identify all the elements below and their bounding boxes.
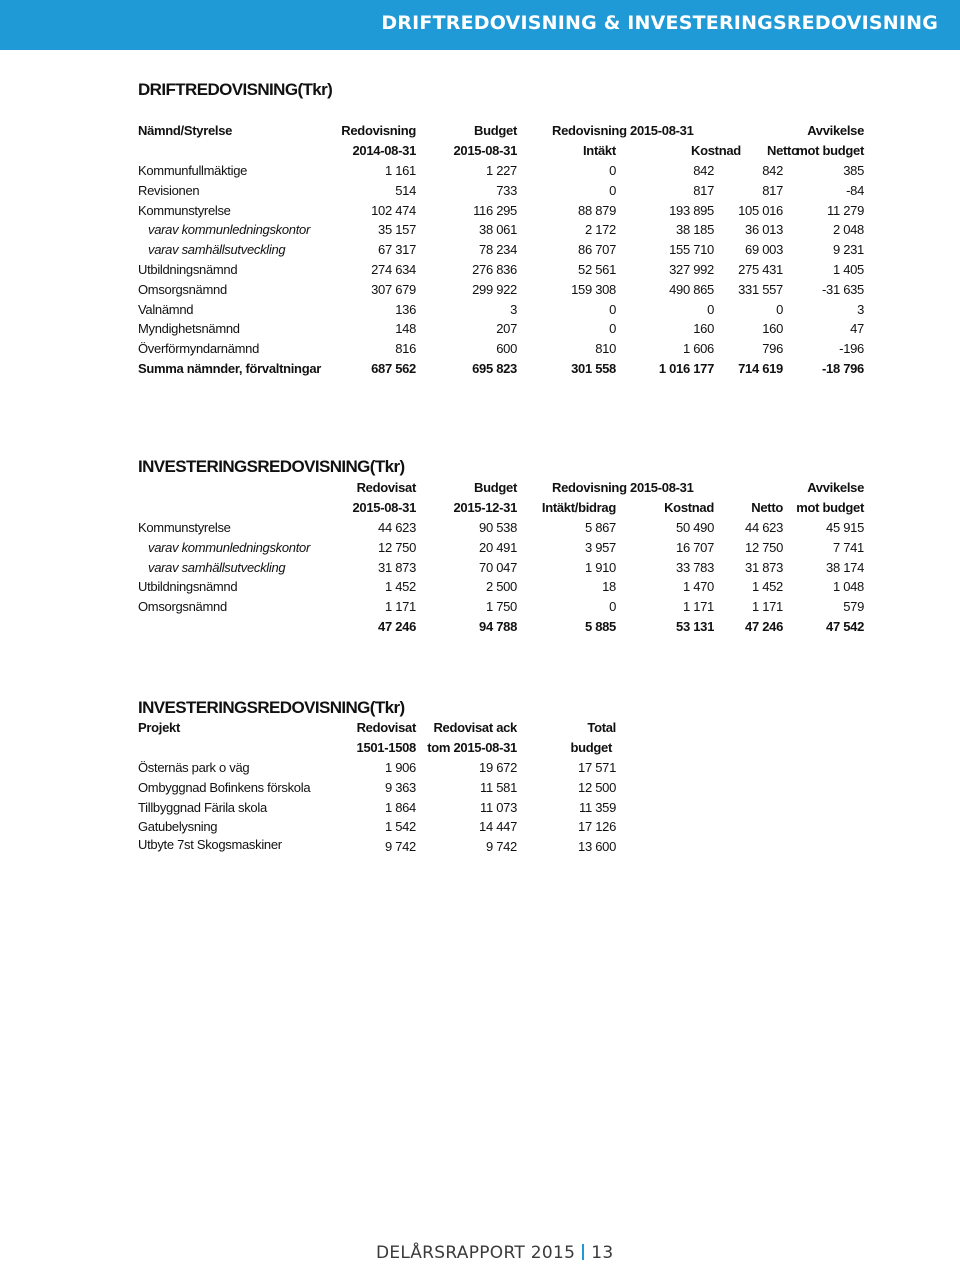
table-cell: 12 500 xyxy=(578,779,616,795)
row-label: Kommunstyrelse xyxy=(138,202,231,218)
table-cell: 0 xyxy=(707,301,714,317)
row-label: Tillbyggnad Färila skola xyxy=(138,799,267,815)
table-cell: 0 xyxy=(609,182,616,198)
row-label: Myndighetsnämnd xyxy=(138,321,240,337)
table-cell: 69 003 xyxy=(745,242,783,258)
table-cell: 0 xyxy=(609,163,616,178)
table-cell: 816 xyxy=(395,341,416,357)
invest2-title: INVESTERINGSREDOVISNING(Tkr) xyxy=(138,698,405,717)
table-cell: 1 016 177 xyxy=(658,361,714,376)
table-cell: 53 131 xyxy=(676,619,714,634)
table-cell: 38 185 xyxy=(676,222,714,238)
table-cell: -31 635 xyxy=(822,281,864,297)
row-label: varav samhällsutveckling xyxy=(148,242,286,258)
column-header: Redovisning 2015-08-31 xyxy=(552,123,694,138)
header-title: DRIFTREDOVISNING & INVESTERINGSREDOVISNING xyxy=(381,12,938,34)
table-cell: 12 750 xyxy=(745,539,783,555)
footer xyxy=(376,1243,613,1263)
table-cell: 385 xyxy=(843,163,864,178)
row-label: Kommunfullmäktige xyxy=(138,163,248,178)
table-cell: 193 895 xyxy=(669,202,714,218)
row-label: Kommunstyrelse xyxy=(138,520,231,535)
table-cell: 38 061 xyxy=(479,222,517,238)
column-header: 2015-08-31 xyxy=(352,500,416,515)
table-cell: 299 922 xyxy=(472,281,517,297)
table-cell: 38 174 xyxy=(826,559,864,575)
table-cell: 47 542 xyxy=(826,619,864,634)
table-cell: 86 707 xyxy=(578,242,616,258)
column-header: Budget xyxy=(474,480,517,495)
row-label: varav samhällsutveckling xyxy=(148,559,286,575)
column-header: tom 2015-08-31 xyxy=(427,740,517,755)
table-cell: 2 172 xyxy=(584,222,616,238)
table-cell: 276 836 xyxy=(472,262,517,277)
column-header: Redovisning 2015-08-31 xyxy=(552,480,694,495)
table-cell: 52 561 xyxy=(578,262,616,277)
table-cell: 148 xyxy=(395,321,416,337)
column-header: mot budget xyxy=(796,143,864,158)
table-cell: 1 542 xyxy=(384,819,416,835)
table-cell: 0 xyxy=(609,301,616,317)
column-header: 1501-1508 xyxy=(356,740,416,755)
table-cell: 17 126 xyxy=(578,819,616,835)
row-label: Gatubelysning xyxy=(138,819,218,835)
row-label: varav kommunledningskontor xyxy=(148,539,311,555)
row-label: Utbildningsnämnd xyxy=(138,579,238,595)
table-cell: 45 915 xyxy=(826,520,864,535)
column-header: Intäkt/bidrag xyxy=(541,500,616,515)
column-header: Total xyxy=(587,720,616,735)
page-number: 13 xyxy=(591,1243,614,1263)
table-cell: 36 013 xyxy=(745,222,783,238)
table-cell: 33 783 xyxy=(676,559,714,575)
header-banner xyxy=(0,0,960,50)
table-cell: 687 562 xyxy=(371,361,416,376)
row-label: Revisionen xyxy=(138,182,200,198)
table-cell: 50 490 xyxy=(676,520,714,535)
table-cell: 817 xyxy=(762,182,783,198)
table-cell: 600 xyxy=(496,341,517,357)
table-cell: -84 xyxy=(846,182,864,198)
drift-title: DRIFTREDOVISNING(Tkr) xyxy=(138,80,333,99)
table-cell: -18 796 xyxy=(822,361,864,376)
column-header: Avvikelse xyxy=(807,480,864,495)
table-cell: 1 750 xyxy=(485,599,517,615)
column-header: Projekt xyxy=(138,720,180,735)
table-cell: 47 xyxy=(850,321,864,337)
column-header: Kostnad xyxy=(691,143,741,158)
table-cell: 695 823 xyxy=(472,361,517,376)
table-cell: 1 910 xyxy=(584,559,616,575)
column-header: Budget xyxy=(474,123,517,138)
table-cell: 19 672 xyxy=(479,760,517,775)
table-cell: 1 171 xyxy=(682,599,714,615)
table-cell: 136 xyxy=(395,301,416,317)
column-header: Intäkt xyxy=(583,143,616,158)
invest1-title: INVESTERINGSREDOVISNING(Tkr) xyxy=(138,457,405,476)
table-cell: 11 279 xyxy=(827,202,864,218)
column-header: 2015-12-31 xyxy=(453,500,517,515)
table-cell: 70 047 xyxy=(479,559,517,575)
table-cell: 14 447 xyxy=(479,819,517,835)
table-cell: 155 710 xyxy=(669,242,714,258)
table-cell: 0 xyxy=(609,599,616,615)
table-cell: 331 557 xyxy=(738,281,783,297)
column-header: Redovisning xyxy=(341,123,416,138)
table-cell: 490 865 xyxy=(669,281,714,297)
row-label: Utbildningsnämnd xyxy=(138,262,238,277)
table-cell: 1 864 xyxy=(384,799,416,815)
row-label: Valnämnd xyxy=(138,301,194,317)
table-cell: 207 xyxy=(496,321,517,337)
table-cell: 714 619 xyxy=(738,361,783,376)
table-cell: 11 073 xyxy=(480,799,517,815)
column-header: Redovisat xyxy=(356,480,416,495)
table-cell: 733 xyxy=(496,182,517,198)
column-header: 2014-08-31 xyxy=(352,143,416,158)
table-cell: 9 363 xyxy=(384,779,416,795)
table-cell: 842 xyxy=(693,163,714,178)
table-cell: 160 xyxy=(693,321,714,337)
column-header: Redovisat xyxy=(356,720,416,735)
table-cell: 3 957 xyxy=(584,539,616,555)
table-cell: 5 885 xyxy=(584,619,616,634)
table-cell: -196 xyxy=(839,341,864,357)
table-cell: 5 867 xyxy=(584,520,616,535)
table-cell: 1 452 xyxy=(751,579,783,595)
table-cell: 1 470 xyxy=(682,579,714,595)
table-cell: 579 xyxy=(843,599,864,615)
table-cell: 102 474 xyxy=(371,202,416,218)
table-cell: 817 xyxy=(693,182,714,198)
table-cell: 44 623 xyxy=(745,520,783,535)
column-header: 2015-08-31 xyxy=(453,143,517,158)
table-cell: 31 873 xyxy=(378,559,416,575)
table-cell: 796 xyxy=(762,341,783,357)
row-label: Omsorgsnämnd xyxy=(138,281,227,297)
footer-label: DELÅRSRAPPORT 2015 xyxy=(376,1243,576,1263)
table-cell: 13 600 xyxy=(578,839,616,855)
row-label: Omsorgsnämnd xyxy=(138,599,227,615)
table-cell: 842 xyxy=(762,163,783,178)
table-cell: 1 048 xyxy=(832,579,864,595)
table-cell: 1 452 xyxy=(384,579,416,595)
table-cell: 35 157 xyxy=(378,222,416,238)
row-label: Utbyte 7st Skogsmaskiner xyxy=(138,837,282,853)
table-cell: 47 246 xyxy=(745,619,783,634)
table-cell: 1 171 xyxy=(751,599,783,615)
column-header: Netto xyxy=(767,143,799,158)
table-cell: 2 500 xyxy=(485,579,517,595)
table-cell: 12 750 xyxy=(378,539,416,555)
table-cell: 78 234 xyxy=(479,242,517,258)
table-cell: 9 742 xyxy=(384,839,416,855)
row-label: Summa nämnder, förvaltningar xyxy=(138,361,322,376)
column-header: Netto xyxy=(751,500,783,515)
column-header: Avvikelse xyxy=(807,123,864,138)
table-cell: 514 xyxy=(395,182,416,198)
table-cell: 1 405 xyxy=(832,262,864,277)
table-cell: 88 879 xyxy=(578,202,616,218)
table-cell: 16 707 xyxy=(676,539,714,555)
table-cell: 810 xyxy=(595,341,616,357)
table-cell: 9 231 xyxy=(832,242,864,258)
table-cell: 1 906 xyxy=(384,760,416,775)
table-cell: 1 227 xyxy=(485,163,517,178)
table-cell: 2 048 xyxy=(832,222,864,238)
table-cell: 105 016 xyxy=(738,202,783,218)
table-cell: 301 558 xyxy=(571,361,616,376)
table-cell: 116 295 xyxy=(473,202,517,218)
table-cell: 159 308 xyxy=(571,281,616,297)
table-cell: 1 606 xyxy=(682,341,714,357)
table-cell: 0 xyxy=(776,301,783,317)
table-cell: 274 634 xyxy=(371,262,416,277)
row-label: Ombyggnad Bofinkens förskola xyxy=(138,779,311,795)
footer-separator xyxy=(582,1244,584,1260)
table-cell: 17 571 xyxy=(578,760,616,775)
table-cell: 1 171 xyxy=(384,599,416,615)
table-cell: 3 xyxy=(510,301,517,317)
column-header: Kostnad xyxy=(664,500,714,515)
table-cell: 94 788 xyxy=(479,619,517,634)
table-cell: 90 538 xyxy=(479,520,517,535)
column-header: budget xyxy=(570,740,612,755)
table-cell: 3 xyxy=(857,301,864,317)
table-cell: 47 246 xyxy=(378,619,416,634)
row-label: Östernäs park o väg xyxy=(138,760,250,775)
table-cell: 31 873 xyxy=(745,559,783,575)
column-header: mot budget xyxy=(796,500,864,515)
table-cell: 11 581 xyxy=(480,779,517,795)
table-cell: 44 623 xyxy=(378,520,416,535)
table-cell: 160 xyxy=(762,321,783,337)
row-label: varav kommunledningskontor xyxy=(148,222,311,238)
row-label: Överförmyndarnämnd xyxy=(138,341,260,357)
table-cell: 0 xyxy=(609,321,616,337)
table-cell: 20 491 xyxy=(479,539,517,555)
table-cell: 7 741 xyxy=(832,539,864,555)
table-cell: 9 742 xyxy=(485,839,517,855)
table-cell: 11 359 xyxy=(579,799,616,815)
table-cell: 1 161 xyxy=(384,163,416,178)
table-cell: 275 431 xyxy=(738,262,783,277)
table-cell: 67 317 xyxy=(378,242,416,258)
column-header: Redovisat ack xyxy=(433,720,517,735)
table-cell: 18 xyxy=(602,579,616,595)
table-cell: 307 679 xyxy=(371,281,416,297)
table-cell: 327 992 xyxy=(669,262,714,277)
column-header: Nämnd/Styrelse xyxy=(138,123,233,138)
